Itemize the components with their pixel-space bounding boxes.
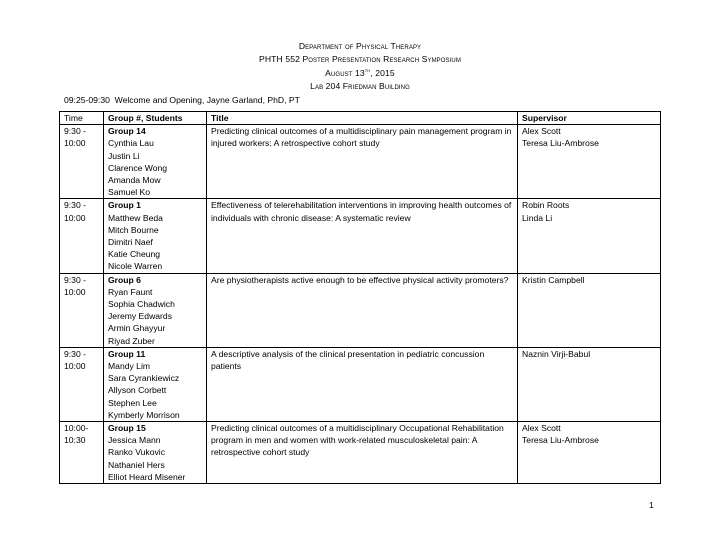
student-name: Samuel Ko [108, 187, 151, 198]
group-label: Group 15 [108, 423, 146, 434]
student-name: Amanda Mow [108, 175, 161, 186]
title-cell [207, 125, 518, 199]
supervisor-name: Linda Li [522, 212, 553, 223]
time-end: 10:30 [64, 435, 86, 446]
student-name: Matthew Beda [108, 212, 163, 223]
student-name: Katie Cheung [108, 249, 161, 260]
student-name: Mandy Lim [108, 361, 151, 372]
col-header-group: Group #, Students [104, 112, 207, 125]
table-row [60, 347, 661, 421]
supervisor-name: Robin Roots [522, 200, 570, 211]
date-superscript: th [364, 67, 371, 74]
supervisor-cell [518, 422, 661, 484]
time-end: 10:00 [64, 361, 86, 372]
group-cell [104, 347, 207, 421]
student-name: Nathaniel Hers [108, 459, 165, 470]
supervisor-cell [518, 125, 661, 199]
supervisor-name: Alex Scott [522, 126, 561, 137]
time-cell [60, 199, 104, 273]
student-name: Jessica Mann [108, 435, 161, 446]
group-label: Group 6 [108, 274, 141, 285]
group-cell [104, 125, 207, 199]
student-name: Stephen Lee [108, 397, 157, 408]
opening-text: Welcome and Opening, Jayne Garland, PhD, PT [114, 95, 300, 105]
student-name: Armin Ghayyur [108, 323, 166, 334]
student-name: Kymberly Morrison [108, 409, 180, 420]
col-header-time: Time [60, 112, 104, 125]
supervisor-cell [518, 347, 661, 421]
student-name: Nicole Warren [108, 261, 163, 272]
supervisor-name: Kristin Campbell [522, 274, 585, 285]
supervisor-name: Teresa Liu-Ambrose [522, 435, 599, 446]
document-header [0, 40, 720, 94]
table-row [60, 422, 661, 484]
table-row [60, 125, 661, 199]
time-start: 9:30 - [64, 348, 86, 359]
table-row [60, 273, 661, 347]
department-heading: Department of Physical Therapy [298, 41, 422, 51]
page-number: 1 [649, 500, 654, 510]
time-cell [60, 273, 104, 347]
title-cell [207, 273, 518, 347]
table-row [60, 199, 661, 273]
time-start: 9:30 - [64, 274, 86, 285]
title-cell [207, 422, 518, 484]
table-header-row [60, 112, 661, 125]
poster-title: A descriptive analysis of the clinical presentation in pediatric concussion patients [211, 348, 485, 372]
poster-title: Predicting clinical outcomes of a multidisciplinary Occupational Rehabilitation program in men and women with work-related musculoskeletal pain: A retrospective cohort study [211, 423, 504, 458]
time-end: 10:00 [64, 212, 86, 223]
student-name: Allyson Corbett [108, 385, 167, 396]
group-label: Group 11 [108, 348, 146, 359]
schedule-table [59, 111, 661, 484]
student-name: Justin Li [108, 150, 140, 161]
supervisor-cell [518, 273, 661, 347]
group-label: Group 14 [108, 126, 146, 137]
student-name: Ranko Vukovic [108, 447, 166, 458]
date-heading [0, 67, 720, 80]
location-heading: Lab 204 Friedman Building [310, 81, 410, 92]
title-cell [207, 347, 518, 421]
supervisor-cell [518, 199, 661, 273]
time-start: 9:30 - [64, 126, 86, 137]
student-name: Clarence Wong [108, 162, 168, 173]
time-end: 10:00 [64, 138, 86, 149]
supervisor-name: Alex Scott [522, 423, 561, 434]
student-name: Dimitri Naef [108, 237, 153, 248]
student-name: Jeremy Edwards [108, 311, 172, 322]
student-name: Riyad Zuber [108, 335, 155, 346]
supervisor-name: Naznin Virji-Babul [522, 348, 591, 359]
time-cell [60, 125, 104, 199]
year-text: , 2015 [370, 67, 395, 78]
poster-title: Effectiveness of telerehabilitation interventions in improving health outcomes of individuals with chronic disease: A systematic review [211, 200, 512, 223]
student-name: Ryan Faunt [108, 286, 153, 297]
group-label: Group 1 [108, 200, 141, 211]
poster-title: Are physiotherapists active enough to be effective physical activity promoters? [211, 274, 509, 285]
title-cell [207, 199, 518, 273]
time-end: 10:00 [64, 286, 86, 297]
opening-time: 09:25-09:30 [64, 95, 110, 105]
col-header-title: Title [207, 112, 518, 125]
student-name: Mitch Bourne [108, 224, 159, 235]
time-start: 10:00- [64, 423, 89, 434]
student-name: Sophia Chadwich [108, 299, 175, 310]
student-name: Sara Cyrankiewicz [108, 373, 180, 384]
student-name: Cynthia Lau [108, 138, 154, 149]
group-cell [104, 199, 207, 273]
group-cell [104, 273, 207, 347]
supervisor-name: Teresa Liu-Ambrose [522, 138, 599, 149]
time-cell [60, 422, 104, 484]
student-name: Elliot Heard Misener [108, 471, 186, 482]
time-start: 9:30 - [64, 200, 86, 211]
time-cell [60, 347, 104, 421]
col-header-supervisor: Supervisor [518, 112, 661, 125]
event-heading: PHTH 552 Poster Presentation Research Symposium [259, 54, 461, 65]
group-cell [104, 422, 207, 484]
date-text: August 13 [325, 67, 365, 78]
poster-title: Predicting clinical outcomes of a multidisciplinary pain management program in injured workers: A retrospective cohort study [211, 126, 512, 149]
opening-line [64, 95, 300, 105]
